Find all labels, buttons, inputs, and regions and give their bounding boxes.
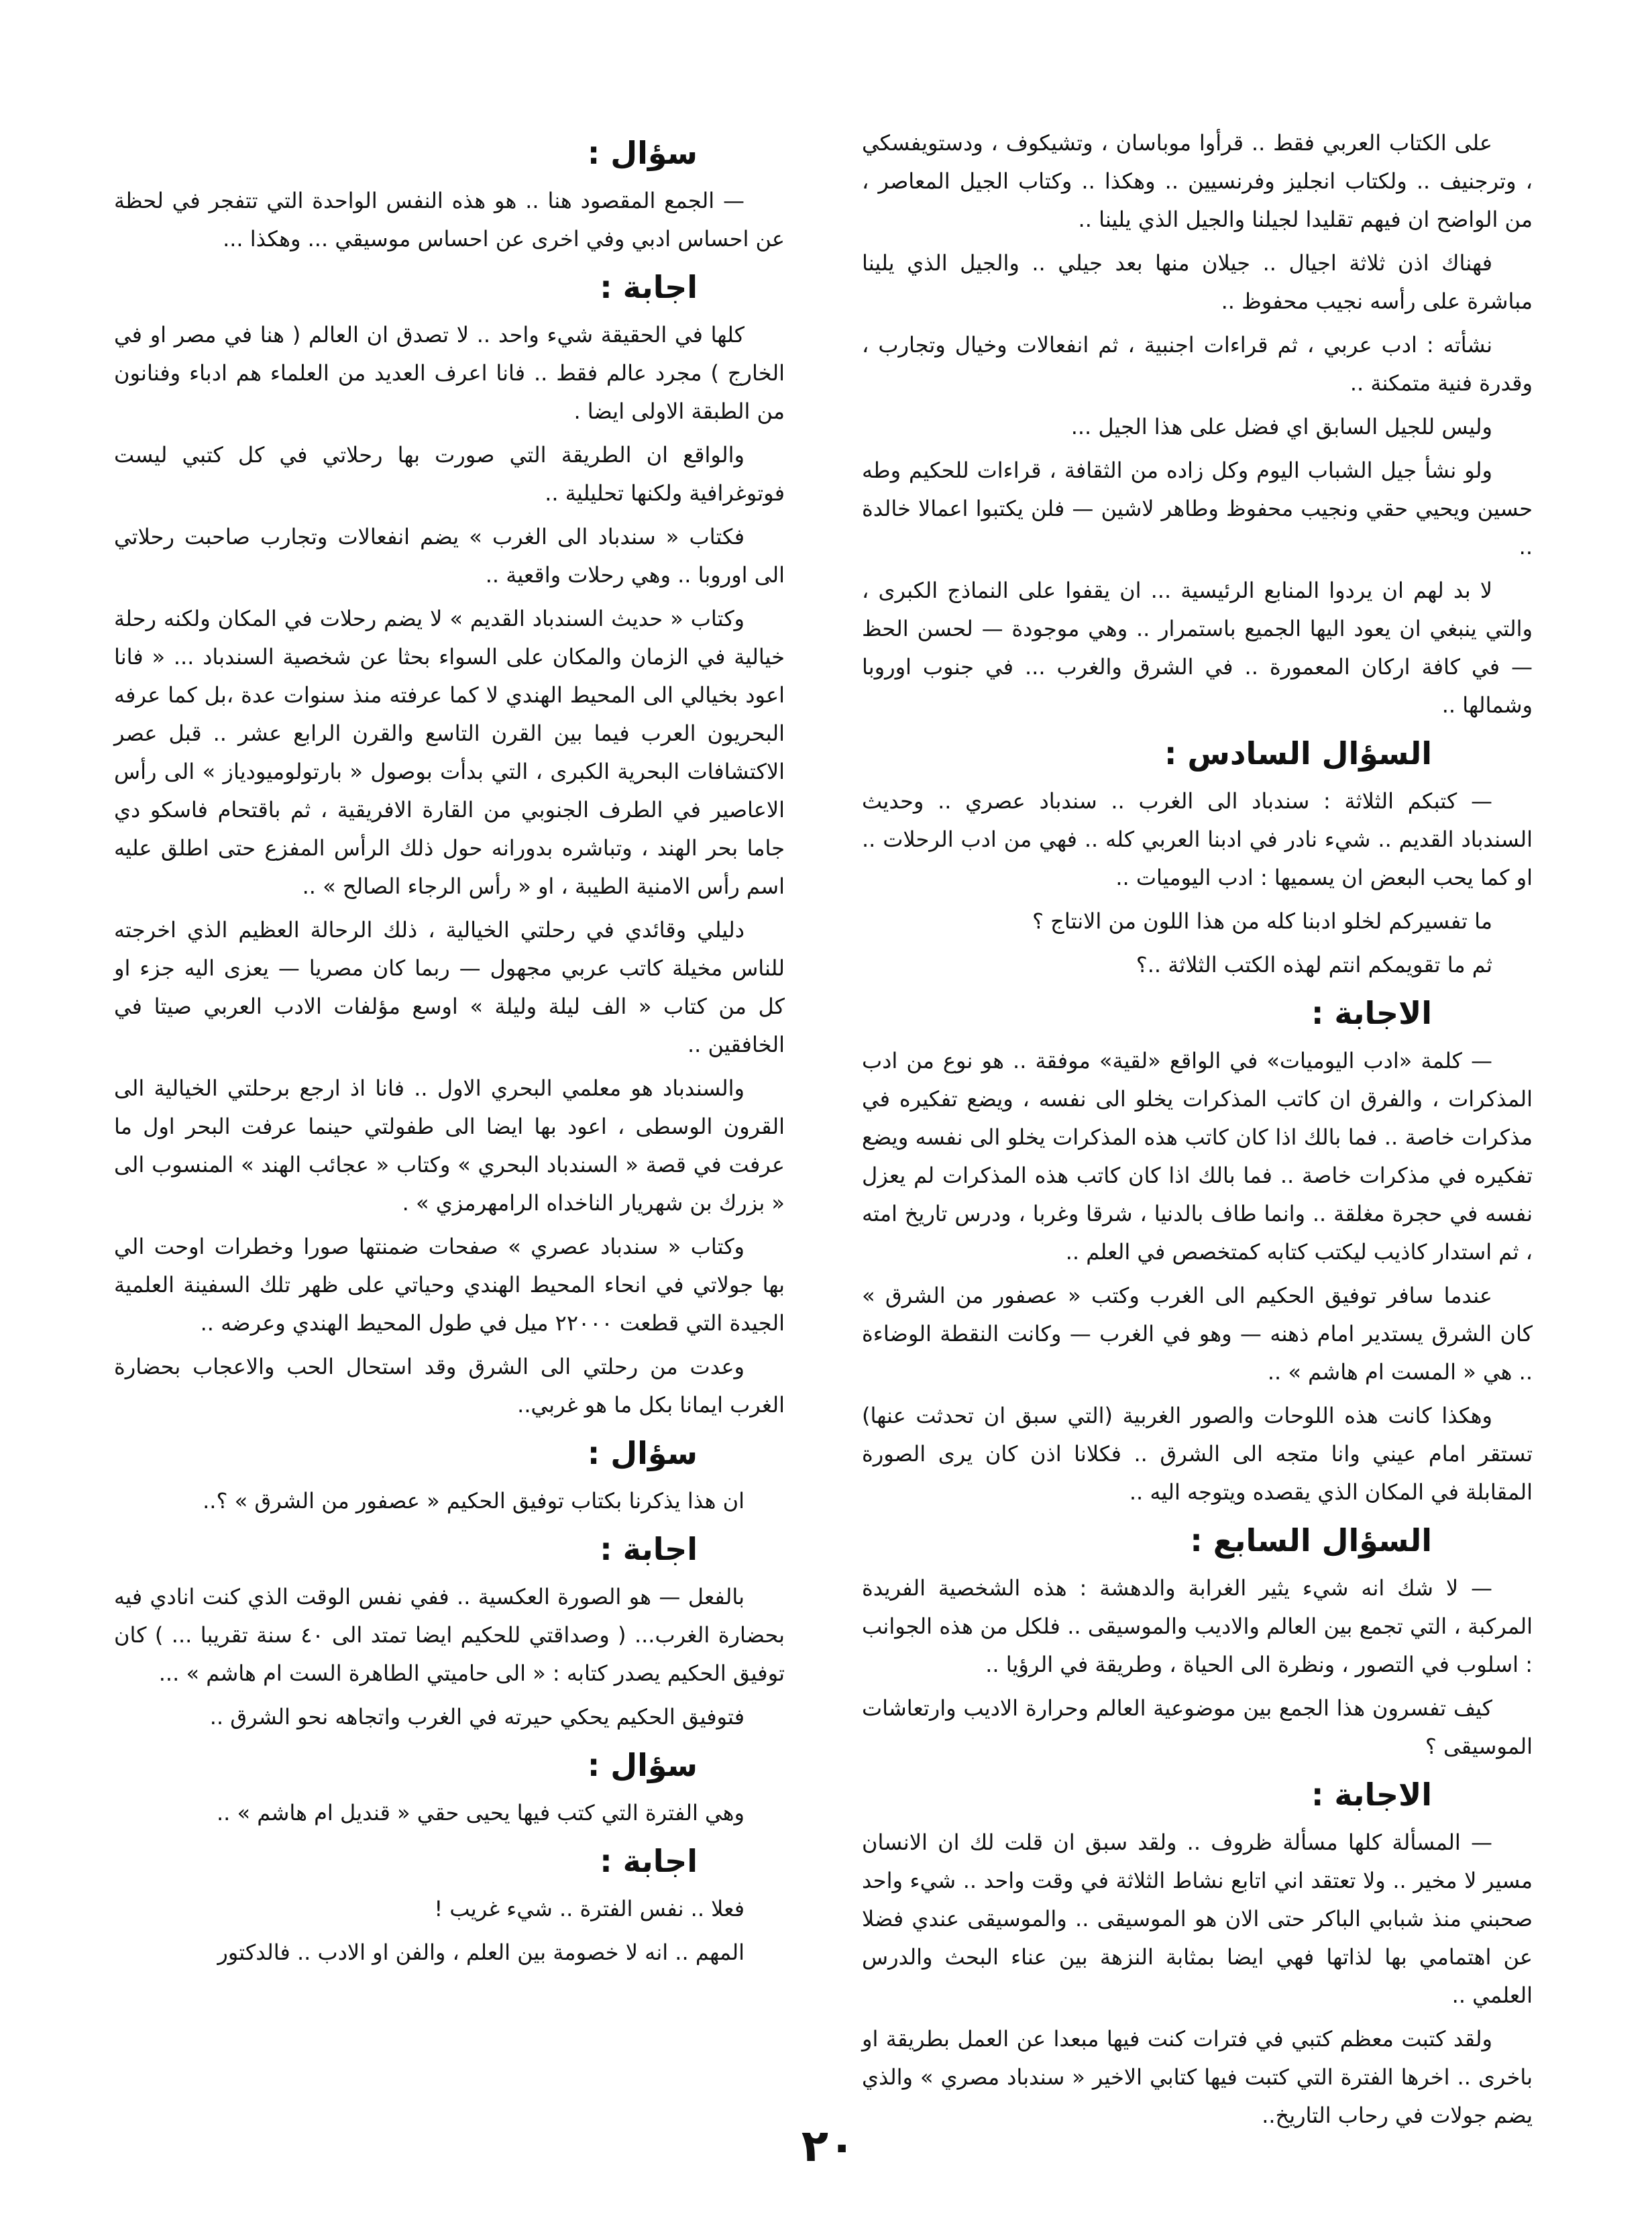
paragraph: فعلا .. نفس الفترة .. شيء غريب ! xyxy=(434,1896,745,1921)
section-heading: السؤال السابع : xyxy=(1190,1522,1432,1559)
paragraph: ثم ما تقويمكم انتم لهذه الكتب الثلاثة ..؟ xyxy=(1136,952,1492,978)
section-heading: سؤال : xyxy=(587,135,698,171)
paragraph: — المسألة كلها مسألة ظروف .. ولقد سبق ان قلت لك ان الانسان مسير لا مخير .. ولا تعتقد اني اتابع نشاط الثلاثة في وقت واحد .. شيء واحد صحبني منذ شبابي الباكر حتى الان هو الموسيقى .. والموسيقى عندي فضلا عن اهتمامي بها لذاتها فهي ايضا بمثابة النزهة بين عناء البحث والدرس العلمي .. xyxy=(862,1830,1533,2008)
section-heading: الاجابة : xyxy=(1311,1777,1432,1813)
right-column xyxy=(862,124,1533,2140)
section-heading: سؤال : xyxy=(587,1435,698,1471)
left-column xyxy=(114,124,785,1977)
paragraph: المهم .. انه لا خصومة بين العلم ، والفن او الادب .. فالدكتور xyxy=(217,1940,745,1965)
paragraph: وعدت من رحلتي الى الشرق وقد استحال الحب والاعجاب بحضارة الغرب ايمانا بكل ما هو غربي.. xyxy=(114,1354,785,1418)
section-heading: الاجابة : xyxy=(1311,995,1432,1031)
paragraph: ولو نشأ جيل الشباب اليوم وكل زاده من الثقافة ، قراءات للحكيم وطه حسين ويحيي حقي ونجيب محفوظ وطاهر لاشين — فلن يكتبوا اعمالا خالدة .. xyxy=(862,458,1533,560)
paragraph: ان هذا يذكرنا بكتاب توفيق الحكيم « عصفور من الشرق » ؟.. xyxy=(203,1488,745,1514)
page-number: ٢٠ xyxy=(801,2120,856,2172)
section-heading: اجابة : xyxy=(600,1843,698,1879)
paragraph: ما تفسيركم لخلو ادبنا كله من هذا اللون من الانتاج ؟ xyxy=(1032,908,1492,934)
paragraph: — كلمة «ادب اليوميات» في الواقع «لقية» موفقة .. هو نوع من ادب المذكرات ، والفرق ان كاتب المذكرات يخلو الى نفسه ، ويضع تفكيره في مذكرات خاصة .. فما بالك اذا كان كاتب هذه المذكرات يخلو الى نفسه ويضع تفكيره في مذكرات خاصة .. فما بالك اذا كان كاتب هذه المذكرات لم يعزل نفسه في حجرة مغلقة .. وانما طاف بالدنيا ، شرقا وغربا ، ودرس تاريخ امته ، ثم استدار كاذيب ليكتب كتابه كمتخصص في العلم .. xyxy=(862,1048,1533,1265)
paragraph: وهي الفترة التي كتب فيها يحيى حقي « قنديل ام هاشم » .. xyxy=(216,1800,745,1826)
section-heading: السؤال السادس : xyxy=(1164,735,1432,772)
paragraph: وكتاب « سندباد عصري » صفحات ضمنتها صورا وخطرات اوحت الي بها جولاتي في انحاء المحيط الهندي وحياتي على ظهر تلك السفينة العلمية الجيدة التي قطعت ٢٢٠٠٠ ميل في طول المحيط الهندي وعرضه .. xyxy=(114,1234,785,1336)
section-heading: اجابة : xyxy=(600,269,698,305)
paragraph: وهكذا كانت هذه اللوحات والصور الغربية (التي سبق ان تحدثت عنها) تستقر امام عيني وانا متجه الى الشرق .. فكلانا اذن كان يرى الصورة المقابلة في المكان الذي يقصده ويتوجه اليه .. xyxy=(862,1403,1533,1505)
paragraph: — لا شك انه شيء يثير الغرابة والدهشة : هذه الشخصية الفريدة المركبة ، التي تجمع بين العالم والاديب والموسيقى .. فلكل من هذه الجوانب : اسلوب في التصور ، ونظرة الى الحياة ، وطريقة في الرؤيا .. xyxy=(862,1575,1533,1677)
section-heading: اجابة : xyxy=(600,1531,698,1567)
paragraph: وكتاب « حديث السندباد القديم » لا يضم رحلات في المكان ولكنه رحلة خيالية في الزمان والمكان على السواء بحثا عن شخصية السندباد ... « فانا اعود بخيالي الى المحيط الهندي لا كما عرفته منذ سنوات عدة ،بل كما عرفه البحريون العرب فيما بين القرن التاسع والقرن الرابع عشر .. قبل عصر الاكتشافات البحرية الكبرى ، التي بدأت بوصول « بارتولوميودياز » الى رأس الاعاصير في الطرف الجنوبي من القارة الافريقية ، ثم باقتحام فاسكو دي جاما بحر الهند ، وتباشره بدورانه حول ذلك الرأس المفزع حتى اطلق عليه اسم رأس الامنية الطيبة ، او « رأس الرجاء الصالح » .. xyxy=(114,606,785,899)
paragraph: كلها في الحقيقة شيء واحد .. لا تصدق ان العالم ( هنا في مصر او في الخارج ) مجرد عالم فقط .. فانا اعرف العديد من العلماء هم ادباء وفنانون من الطبقة الاولى ايضا . xyxy=(114,322,785,424)
paragraph: فهناك اذن ثلاثة اجيال .. جيلان منها بعد جيلي .. والجيل الذي يلينا مباشرة على رأسه نجيب محفوظ .. xyxy=(862,250,1533,314)
paragraph: عندما سافر توفيق الحكيم الى الغرب وكتب « عصفور من الشرق » كان الشرق يستدير امام ذهنه — وهو في الغرب — وكانت النقطة الوضاءة .. هي « المست ام هاشم » .. xyxy=(862,1283,1533,1385)
paragraph: نشأته : ادب عربي ، ثم قراءات اجنبية ، ثم انفعالات وخيال وتجارب ، وقدرة فنية متمكنة .. xyxy=(862,332,1533,396)
paragraph: وليس للجيل السابق اي فضل على هذا الجيل ... xyxy=(1070,414,1492,439)
paragraph: والسندباد هو معلمي البحري الاول .. فانا اذ ارجع برحلتي الخيالية الى القرون الوسطى ، اعود بها ايضا الى طفولتي حينما عرفت البحر اول ما عرفت في قصة « السندباد البحري » وكتاب « عجائب الهند » المنسوب الى « بزرك بن شهريار الناخداه الرامهرمزي » . xyxy=(114,1075,785,1216)
paragraph: فتوفيق الحكيم يحكي حيرته في الغرب واتجاهه نحو الشرق .. xyxy=(209,1704,745,1730)
paragraph: على الكتاب العربي فقط .. قرأوا موباسان ، وتشيكوف ، ودستويفسكي ، وترجنيف .. ولكتاب انجليز وفرنسيين .. وهكذا .. وكتاب الجيل المعاصر ، من الواضح ان فيهم تقليدا لجيلنا والجيل الذي يلينا .. xyxy=(862,130,1533,232)
paragraph: — كتبكم الثلاثة : سندباد الى الغرب .. سندباد عصري .. وحديث السندباد القديم .. شيء نادر في ادبنا العربي كله .. فهي من ادب الرحلات .. او كما يحب البعض ان يسميها : ادب اليوميات .. xyxy=(862,788,1533,890)
paragraph: كيف تفسرون هذا الجمع بين موضوعية العالم وحرارة الاديب وارتعاشات الموسيقى ؟ xyxy=(862,1695,1533,1759)
paragraph: فكتاب « سندباد الى الغرب » يضم انفعالات وتجارب صاحبت رحلاتي الى اوروبا .. وهي رحلات واقعية .. xyxy=(114,524,785,588)
paragraph: والواقع ان الطريقة التي صورت بها رحلاتي في كل كتبي ليست فوتوغرافية ولكنها تحليلية .. xyxy=(114,442,785,506)
paragraph: بالفعل — هو الصورة العكسية .. ففي نفس الوقت الذي كنت انادي فيه بحضارة الغرب... ( وصداقتي للحكيم ايضا تمتد الى ٤٠ سنة تقريبا ... ) كان توفيق الحكيم يصدر كتابه : « الى حاميتي الطاهرة الست ام هاشم » ... xyxy=(114,1584,785,1686)
paragraph: لا بد لهم ان يردوا المنابع الرئيسية ... ان يقفوا على النماذج الكبرى ، والتي ينبغي ان يعود اليها الجميع باستمرار .. وهي موجودة — لحسن الحظ — في كافة اركان المعمورة .. في الشرق والغرب ... في جنوب اوروبا وشمالها .. xyxy=(862,578,1533,718)
section-heading: سؤال : xyxy=(587,1747,698,1783)
paragraph: دليلي وقائدي في رحلتي الخيالية ، ذلك الرحالة العظيم الذي اخرجته للناس مخيلة كاتب عربي مجهول — ربما كان مصريا — يعزى اليه جزء او كل من كتاب « الف ليلة وليلة » اوسع مؤلفات الادب العربي صيتا في الخافقين .. xyxy=(114,917,785,1057)
paragraph: ولقد كتبت معظم كتبي في فترات كنت فيها مبعدا عن العمل بطريقة او باخرى .. اخرها الفترة التي كتبت فيها كتابي الاخير « سندباد مصري » والذي يضم جولات في رحاب التاريخ.. xyxy=(862,2026,1533,2128)
paragraph: — الجمع المقصود هنا .. هو هذه النفس الواحدة التي تتفجر في لحظة عن احساس ادبي وفي اخرى عن احساس موسيقي ... وهكذا ... xyxy=(114,188,785,252)
